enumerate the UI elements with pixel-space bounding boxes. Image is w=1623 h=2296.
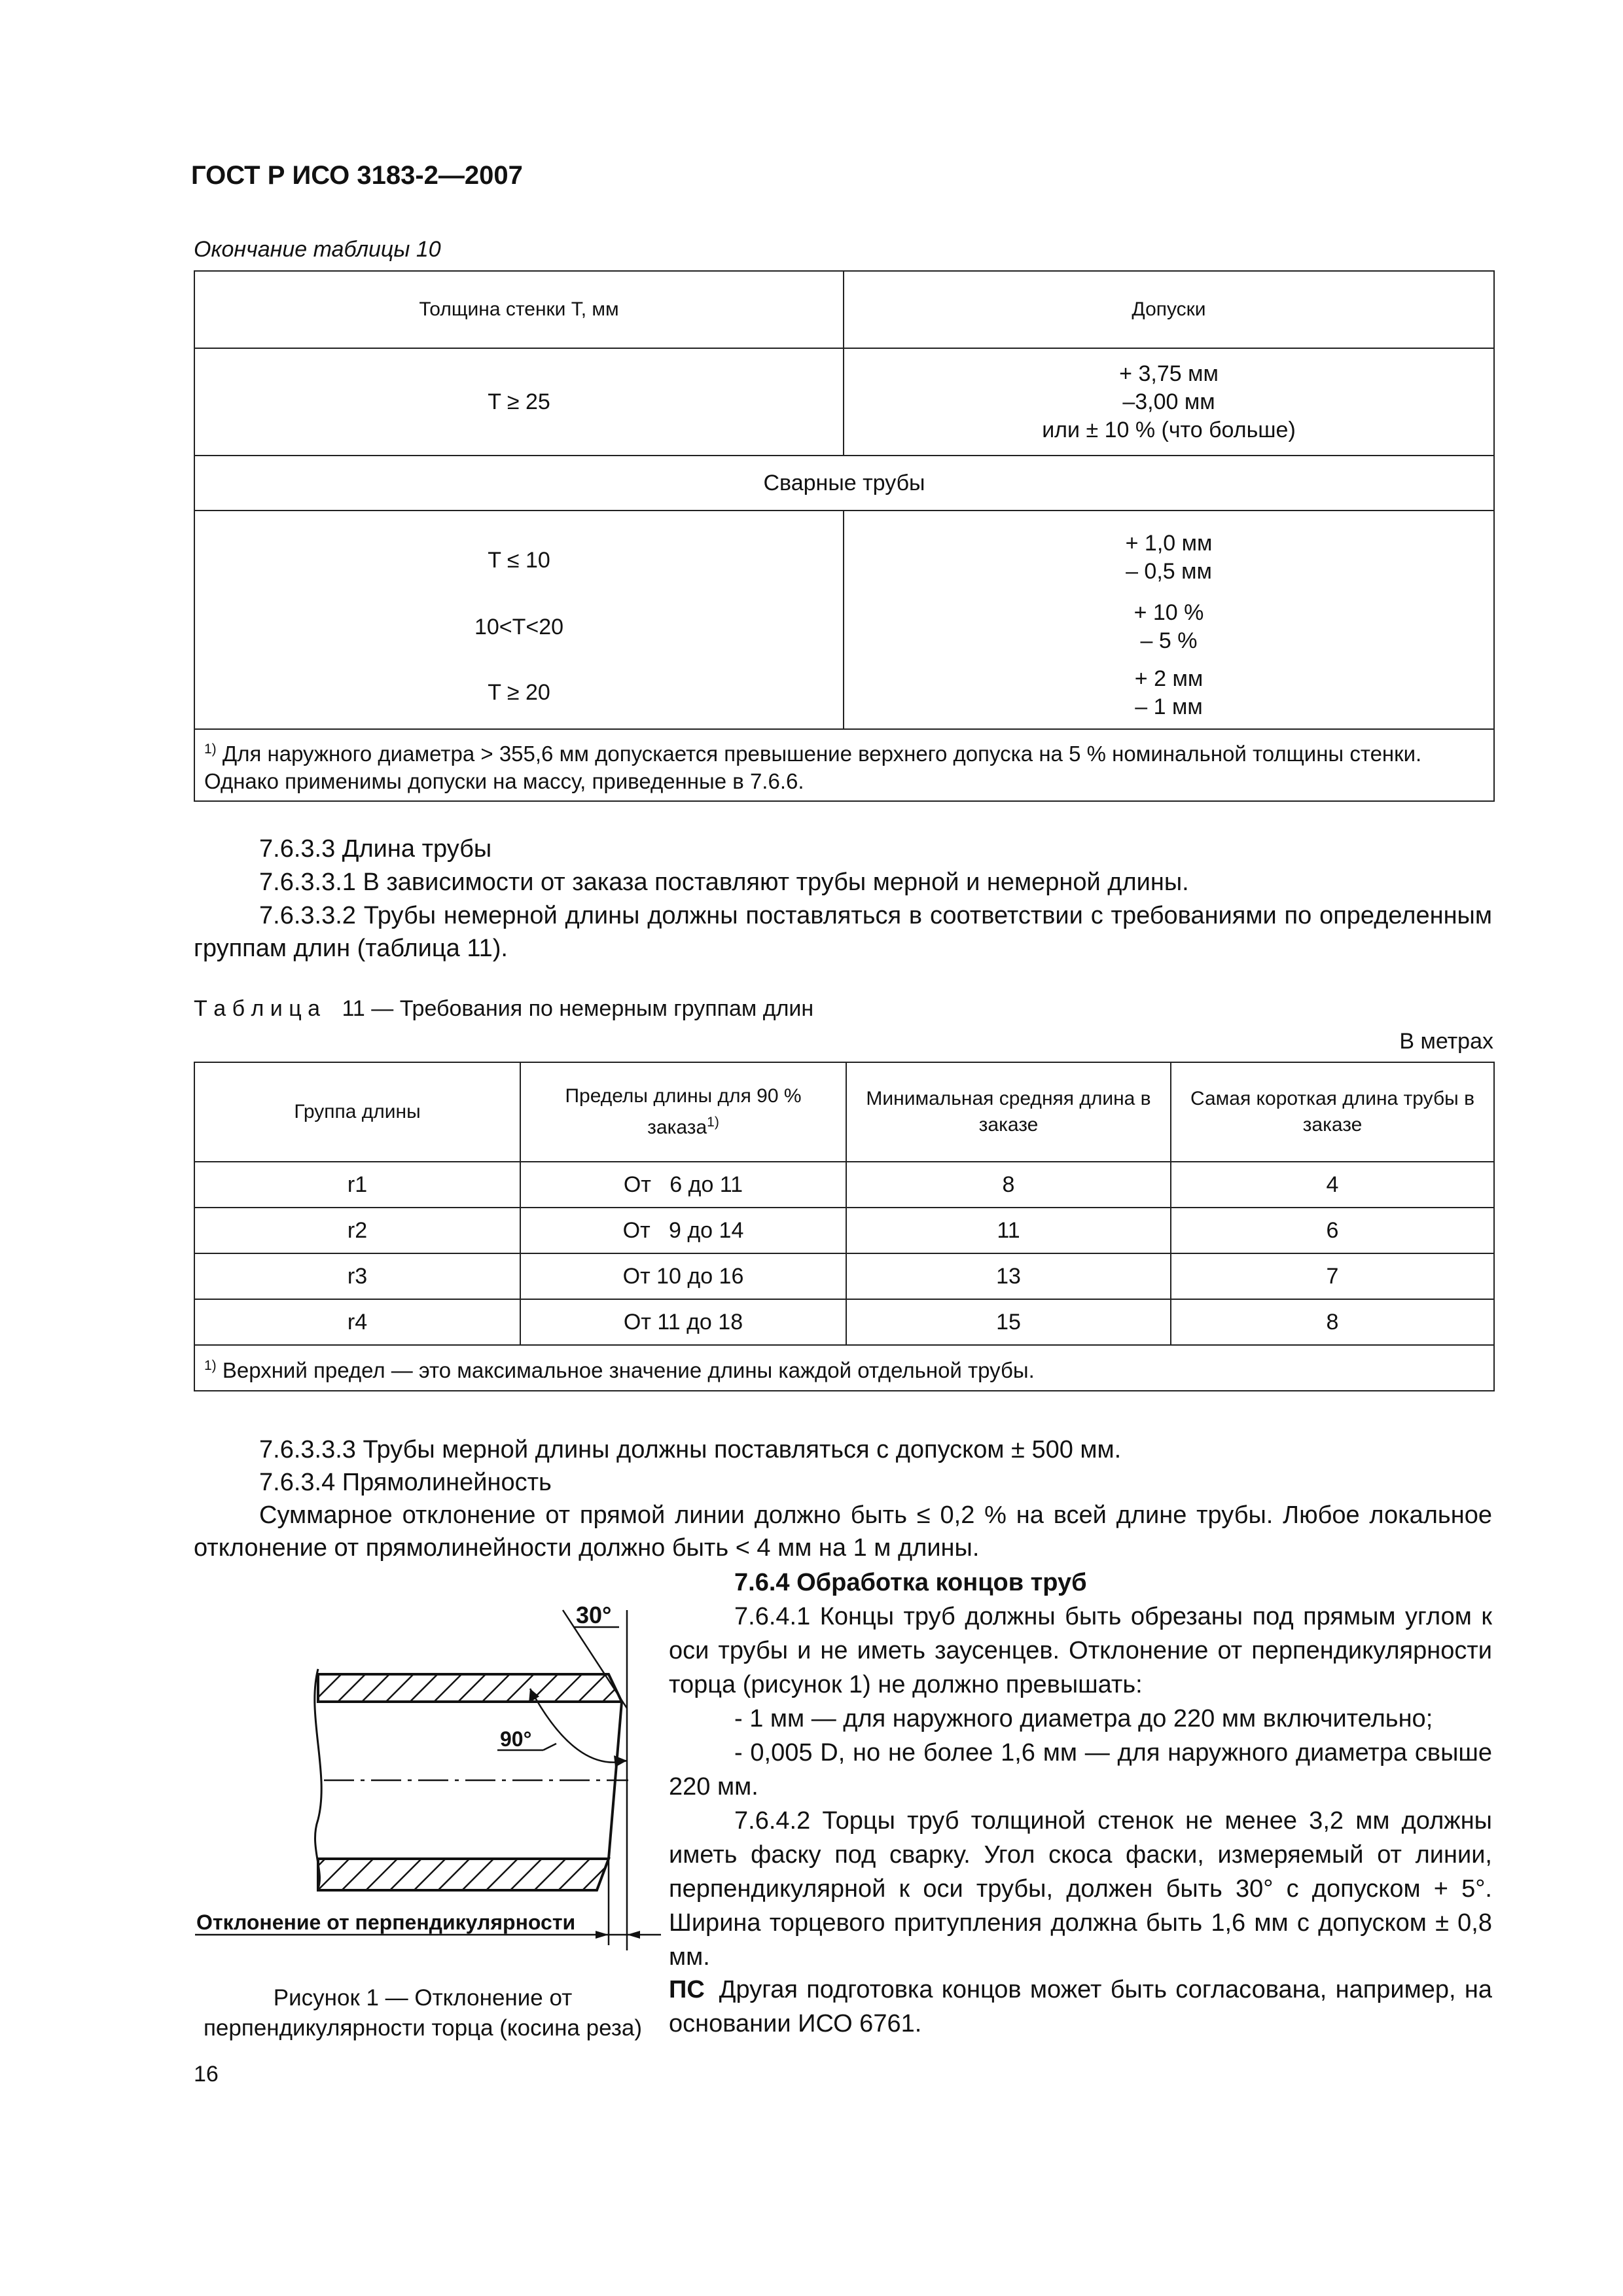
list-item-1: - 1 мм — для наружного диаметра до 220 мм включительно; xyxy=(734,1705,1433,1732)
table11-title xyxy=(194,995,813,1023)
cell-shortest: 4 xyxy=(1171,1162,1494,1208)
table10-footnote xyxy=(194,729,1494,801)
table-11 xyxy=(194,1062,1495,1391)
tol-line: + 10 % xyxy=(1133,600,1204,625)
table-row xyxy=(194,1162,1494,1208)
row3-tolerance xyxy=(844,590,1494,664)
cell-min-average: 11 xyxy=(846,1208,1171,1253)
cell-group: r4 xyxy=(194,1299,520,1345)
col-header-thickness: Толщина стенки T, мм xyxy=(194,271,844,348)
row4-thickness: T ≥ 20 xyxy=(194,664,844,729)
col-header-length-group: Группа длины xyxy=(194,1062,520,1162)
heading-7-6-4: 7.6.4 Обработка концов труб xyxy=(734,1569,1087,1596)
col-header-min-average: Минимальная средняя длина в заказе xyxy=(846,1062,1171,1162)
cell-group: r1 xyxy=(194,1162,520,1208)
col-header-length-limits xyxy=(520,1062,846,1162)
cell-shortest: 8 xyxy=(1171,1299,1494,1345)
angle-90-label: 90° xyxy=(500,1727,532,1751)
row1-tolerance xyxy=(844,348,1494,456)
table11-title-rest: 11 — Требования по немерным группам длин xyxy=(342,996,814,1021)
para-7-6-3-3-2: 7.6.3.3.2 Трубы немерной длины должны поставляться в соответствии с требованиями по определенным группам длин (таблица 11). xyxy=(194,902,1492,962)
row4-tolerance xyxy=(844,664,1494,729)
table-10 xyxy=(194,270,1495,802)
pipe-wall-top xyxy=(318,1674,622,1702)
para-straightness: Суммарное отклонение от прямой линии должно быть ≤ 0,2 % на всей длине трубы. Любое локальное отклонение от прямолинейности должно быть < 4 мм на 1 м длины. xyxy=(194,1501,1492,1562)
cell-min-average: 8 xyxy=(846,1162,1171,1208)
page-number: 16 xyxy=(194,2062,219,2087)
figure-1-pipe-end-diagram xyxy=(190,1584,661,1950)
para-7-6-3-4: 7.6.3.4 Прямолинейность xyxy=(259,1469,552,1496)
cell-min-average: 13 xyxy=(846,1253,1171,1299)
angle-30-label: 30° xyxy=(576,1602,612,1628)
figure-1-caption: Рисунок 1 — Отклонение от перпендикулярности торца (косина реза) xyxy=(203,1985,642,2041)
arrowhead xyxy=(627,1931,640,1939)
deviation-label: Отклонение от перпендикулярности xyxy=(196,1910,576,1934)
col-header-tolerance: Допуски xyxy=(844,271,1494,348)
para-7-6-3-3-1: 7.6.3.3.1 В зависимости от заказа поставляют трубы мерной и немерной длины. xyxy=(259,869,1189,896)
section-welded-pipes: Сварные трубы xyxy=(194,456,1494,511)
row3-thickness: 10<T<20 xyxy=(194,590,844,664)
arrowhead xyxy=(614,1755,627,1767)
tol-line: –3,00 мм xyxy=(1122,389,1215,414)
footnote-mark: 1) xyxy=(204,1357,217,1373)
row1-thickness: T ≥ 25 xyxy=(194,348,844,456)
table11-units: В метрах xyxy=(1399,1029,1493,1054)
pipe-wall-bottom xyxy=(318,1859,609,1890)
table11-footnote xyxy=(194,1345,1494,1391)
tol-line: + 3,75 мм xyxy=(1119,361,1219,386)
cell-limits: От 10 до 16 xyxy=(520,1253,846,1299)
row2-tolerance xyxy=(844,511,1494,590)
table11-title-word: Т а б л и ц а xyxy=(194,996,321,1021)
footnote-mark: 1) xyxy=(707,1115,719,1130)
document-header: ГОСТ Р ИСО 3183-2—2007 xyxy=(191,161,523,190)
list-item-2: - 0,005 D, но не более 1,6 мм — для наружного диаметра свыше 220 мм. xyxy=(669,1739,1492,1801)
leader-line xyxy=(543,1744,556,1750)
note-ps-text: Другая подготовка концов может быть согласована, например, на основании ИСО 6761. xyxy=(669,1976,1492,2037)
note-ps-label: ПС xyxy=(669,1976,705,2003)
para-7-6-4-1: 7.6.4.1 Концы труб должны быть обрезаны под прямым углом к оси трубы и не иметь заусенцев. Отклонение от перпендикулярности торца (рисунок 1) не должно превышать: xyxy=(669,1603,1492,1698)
tol-line: – 5 % xyxy=(1140,628,1198,653)
para-7-6-3-3: 7.6.3.3 Длина трубы xyxy=(259,835,492,863)
cell-shortest: 7 xyxy=(1171,1253,1494,1299)
cell-group: r2 xyxy=(194,1208,520,1253)
para-7-6-3-3-3: 7.6.3.3.3 Трубы мерной длины должны поставляться с допуском ± 500 мм. xyxy=(259,1436,1122,1463)
arrowhead xyxy=(596,1931,609,1939)
table-row xyxy=(194,1253,1494,1299)
footnote-text: Верхний предел — это максимальное значение длины каждой отдельной трубы. xyxy=(222,1357,1035,1382)
footnote-mark: 1) xyxy=(204,741,217,757)
table10-continuation-caption: Окончание таблицы 10 xyxy=(194,237,441,262)
limits-header-text: Пределы длины для 90 % заказа xyxy=(565,1085,802,1138)
cell-shortest: 6 xyxy=(1171,1208,1494,1253)
note-ps xyxy=(669,1973,1492,2041)
col-header-shortest: Самая короткая длина трубы в заказе xyxy=(1171,1062,1494,1162)
tol-line: + 1,0 мм xyxy=(1125,530,1213,556)
para-7-6-4-2: 7.6.4.2 Торцы труб толщиной стенок не менее 3,2 мм должны иметь фаску под сварку. Угол скоса фаски, измеряемый от линии, перпендикулярной к оси трубы, должен быть 30° с допуском + 5°. Ширина торцевого притупления должна быть 1,6 мм с допуском ± 0,8 мм. xyxy=(669,1807,1492,1971)
cell-min-average: 15 xyxy=(846,1299,1171,1345)
tol-line: или ± 10 % (что больше) xyxy=(1042,417,1296,442)
row2-thickness: T ≤ 10 xyxy=(194,511,844,590)
table-row xyxy=(194,1299,1494,1345)
cell-limits: От 6 до 11 xyxy=(520,1162,846,1208)
cell-group: r3 xyxy=(194,1253,520,1299)
table-row xyxy=(194,1208,1494,1253)
tol-line: + 2 мм xyxy=(1134,666,1204,691)
cell-limits: От 11 до 18 xyxy=(520,1299,846,1345)
tol-line: – 1 мм xyxy=(1135,694,1203,719)
cell-limits: От 9 до 14 xyxy=(520,1208,846,1253)
tol-line: – 0,5 мм xyxy=(1126,558,1212,584)
footnote-text: Для наружного диаметра > 355,6 мм допускается превышение верхнего допуска на 5 % номинальной толщины стенки. Однако применимы допуски на массу, приведенные в 7.6.6. xyxy=(204,741,1422,793)
